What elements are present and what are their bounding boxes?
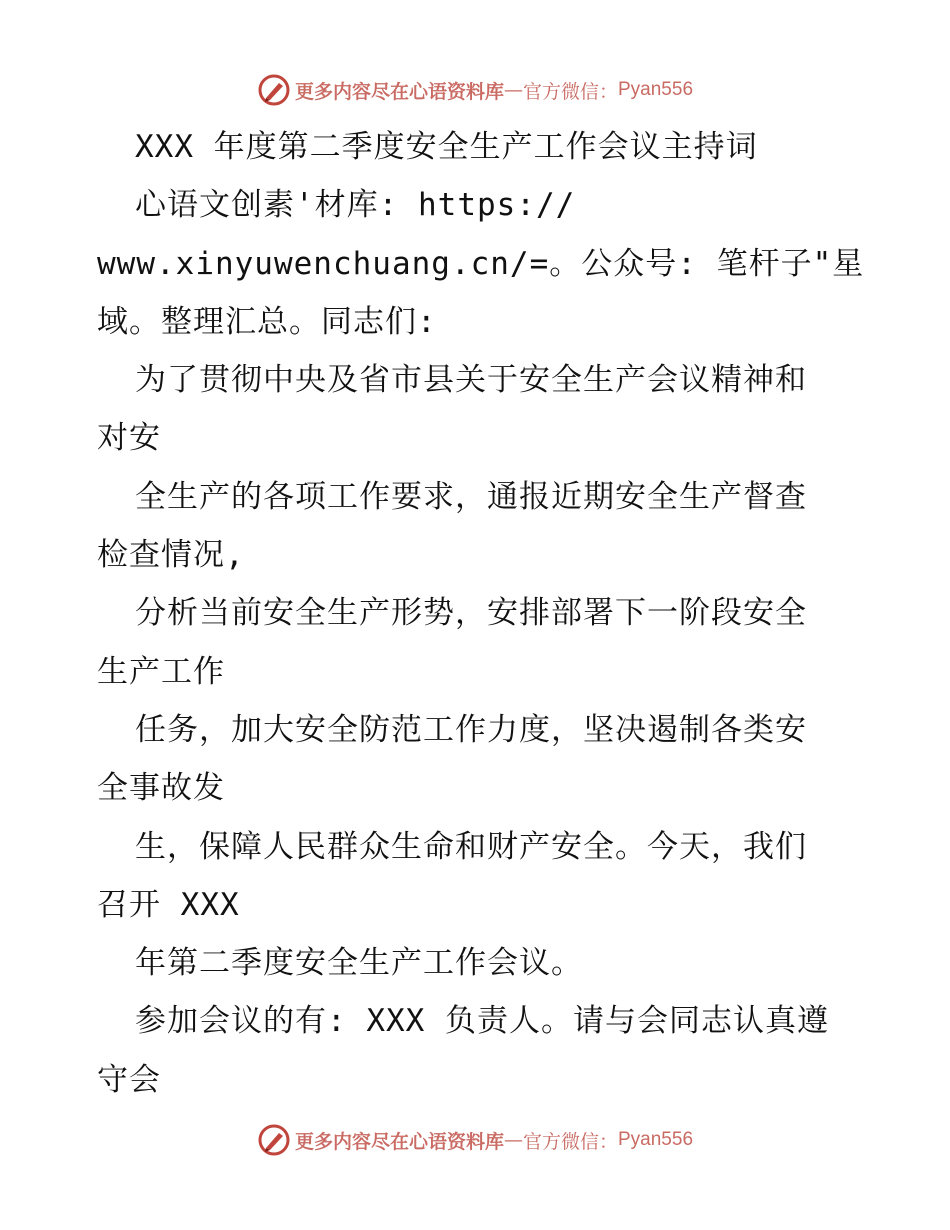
text-line: www.xinyuwenchuang.cn/=。公众号: 笔杆子"星 xyxy=(97,245,865,282)
text-line: 任务，加大安全防范工作力度，坚决遏制各类安 xyxy=(135,711,807,748)
banner-dash: — xyxy=(503,1129,523,1151)
text-line: 为了贯彻中央及省市县关于安全生产会议精神和 xyxy=(135,362,807,399)
text-line: 参加会议的有: XXX 负责人。请与会同志认真遵 xyxy=(135,1003,829,1040)
banner-text: 更多内容尽在心语资料库 xyxy=(294,80,504,103)
banner-text: 更多内容尽在心语资料库 xyxy=(294,1130,504,1153)
text-line: 全生产的各项工作要求，通报近期安全生产督查 xyxy=(135,478,807,515)
banner-wechat-label: 官方微信： xyxy=(522,1130,618,1153)
document-title: XXX 年度第二季度安全生产工作会议主持词 xyxy=(135,129,758,165)
text-line: 守会 xyxy=(97,1061,161,1098)
text-line: 全事故发 xyxy=(97,770,225,807)
footer-banner xyxy=(0,1120,950,1160)
header-banner xyxy=(0,70,950,110)
document-body xyxy=(97,118,865,1109)
banner-wechat-id: Pyan556 xyxy=(618,79,694,100)
text-line: 心语文创素'材库: https:// xyxy=(135,187,576,224)
banner-wechat-id: Pyan556 xyxy=(618,1129,694,1150)
text-line: 域。整理汇总。同志们: xyxy=(97,303,437,340)
text-line: 生，保障人民群众生命和财产安全。今天，我们 xyxy=(135,828,807,865)
pen-logo-icon xyxy=(257,73,291,107)
text-line: 对安 xyxy=(97,420,161,457)
pen-logo-icon xyxy=(257,1123,291,1157)
text-line: 分析当前安全生产形势，安排部署下一阶段安全 xyxy=(135,595,807,632)
text-line: 召开 XXX xyxy=(97,886,240,923)
banner-dash: — xyxy=(503,79,523,101)
text-line: 生产工作 xyxy=(97,653,225,690)
banner-wechat-label: 官方微信： xyxy=(522,80,618,103)
text-line: 年第二季度安全生产工作会议。 xyxy=(135,945,583,982)
text-line: 检查情况, xyxy=(97,537,245,574)
